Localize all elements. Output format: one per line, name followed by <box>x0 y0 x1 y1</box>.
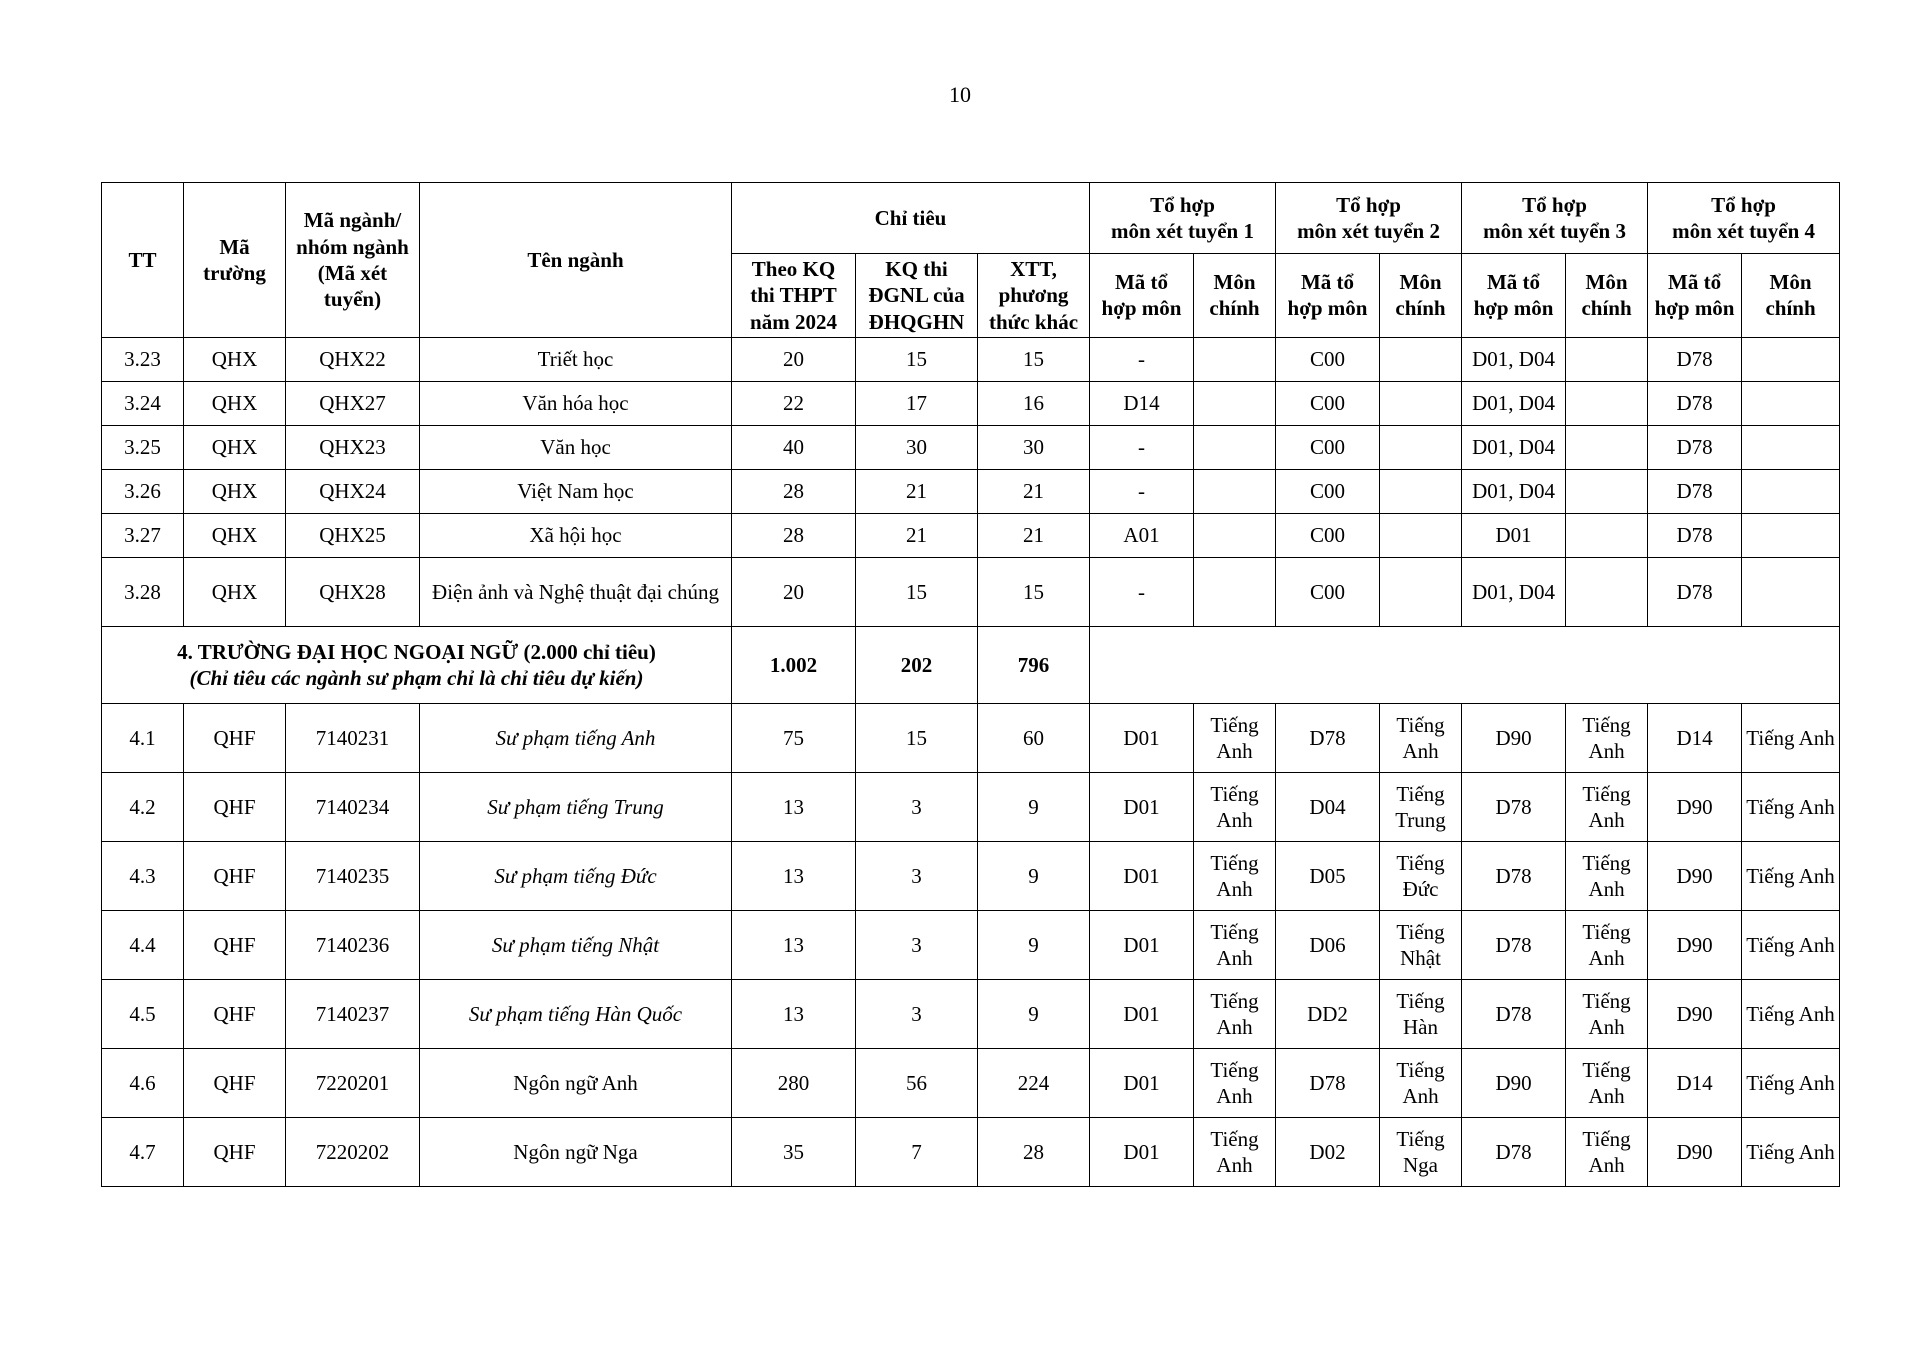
table-cell: Tiếng Anh <box>1566 1048 1648 1117</box>
table-cell: Tiếng Anh <box>1742 772 1840 841</box>
table-cell: 3 <box>856 910 978 979</box>
table-cell: 4.2 <box>102 772 184 841</box>
table-cell <box>1194 513 1276 557</box>
section-total-xtt: 796 <box>978 626 1090 703</box>
table-cell <box>1194 381 1276 425</box>
table-cell: D78 <box>1462 772 1566 841</box>
header-mon-chinh: Môn chính <box>1742 254 1840 338</box>
table-cell: 17 <box>856 381 978 425</box>
table-cell: Ngôn ngữ Nga <box>420 1117 732 1186</box>
table-cell: D01 <box>1462 513 1566 557</box>
table-cell: D78 <box>1648 381 1742 425</box>
table-cell: D78 <box>1276 1048 1380 1117</box>
table-cell: QHF <box>184 910 286 979</box>
table-cell <box>1566 425 1648 469</box>
table-cell: Sư phạm tiếng Đức <box>420 841 732 910</box>
table-cell: 3 <box>856 772 978 841</box>
table-row <box>102 425 1840 469</box>
table-cell: 30 <box>978 425 1090 469</box>
table-row <box>102 772 1840 841</box>
table-cell: 28 <box>732 469 856 513</box>
table-cell <box>1566 337 1648 381</box>
table-cell <box>1742 337 1840 381</box>
table-cell: 15 <box>856 703 978 772</box>
table-cell: D01, D04 <box>1462 337 1566 381</box>
header-mon-chinh: Môn chính <box>1566 254 1648 338</box>
table-cell: 9 <box>978 772 1090 841</box>
table-cell: D01 <box>1090 1048 1194 1117</box>
table-cell: 3 <box>856 979 978 1048</box>
table-cell: D90 <box>1648 841 1742 910</box>
table-cell: 3.25 <box>102 425 184 469</box>
table-cell: Tiếng Anh <box>1566 772 1648 841</box>
header-xtt: XTT, phương thức khác <box>978 254 1090 338</box>
header-mon-chinh: Môn chính <box>1380 254 1462 338</box>
header-ma-nganh: Mã ngành/ nhóm ngành (Mã xét tuyển) <box>286 183 420 338</box>
table-cell: D01 <box>1090 979 1194 1048</box>
table-cell: Văn học <box>420 425 732 469</box>
table-cell: Tiếng Anh <box>1194 841 1276 910</box>
table-cell: QHF <box>184 1048 286 1117</box>
table-cell: 22 <box>732 381 856 425</box>
table-cell: QHF <box>184 1117 286 1186</box>
table-cell: 15 <box>856 557 978 626</box>
table-cell: D14 <box>1648 1048 1742 1117</box>
header-row-1 <box>102 183 1840 254</box>
table-cell: Tiếng Anh <box>1194 979 1276 1048</box>
header-ma-truong: Mã trường <box>184 183 286 338</box>
table-cell: 3 <box>856 841 978 910</box>
table-cell: 13 <box>732 841 856 910</box>
table-cell: Xã hội học <box>420 513 732 557</box>
table-cell: Việt Nam học <box>420 469 732 513</box>
table-cell: - <box>1090 425 1194 469</box>
table-cell: QHX23 <box>286 425 420 469</box>
table-cell: QHX <box>184 469 286 513</box>
table-cell: 9 <box>978 841 1090 910</box>
table-cell: D01 <box>1090 772 1194 841</box>
table-cell: 9 <box>978 979 1090 1048</box>
table-cell: 4.1 <box>102 703 184 772</box>
table-cell: 75 <box>732 703 856 772</box>
table-cell: Tiếng Anh <box>1566 841 1648 910</box>
table-cell: Tiếng Anh <box>1566 1117 1648 1186</box>
table-cell: 35 <box>732 1117 856 1186</box>
table-cell: 3.26 <box>102 469 184 513</box>
table-cell <box>1742 425 1840 469</box>
table-cell: Tiếng Anh <box>1742 1048 1840 1117</box>
table-cell <box>1380 381 1462 425</box>
table-cell: 15 <box>978 557 1090 626</box>
table-cell: 13 <box>732 979 856 1048</box>
table-cell: 7140234 <box>286 772 420 841</box>
table-cell: QHX <box>184 381 286 425</box>
table-cell: Tiếng Anh <box>1194 1048 1276 1117</box>
table-cell: QHX25 <box>286 513 420 557</box>
table-cell: Tiếng Trung <box>1380 772 1462 841</box>
table-cell: D78 <box>1648 513 1742 557</box>
table-cell: 3.24 <box>102 381 184 425</box>
header-ma-to-hop: Mã tổ hợp môn <box>1090 254 1194 338</box>
page-number: 10 <box>949 82 971 107</box>
table-cell: Tiếng Anh <box>1194 703 1276 772</box>
table-cell: Tiếng Anh <box>1566 703 1648 772</box>
table-cell: D78 <box>1648 425 1742 469</box>
table-cell: Tiếng Đức <box>1380 841 1462 910</box>
table-cell <box>1742 381 1840 425</box>
table-cell: D78 <box>1276 703 1380 772</box>
table-cell: 15 <box>978 337 1090 381</box>
table-cell: 56 <box>856 1048 978 1117</box>
table-cell: C00 <box>1276 425 1380 469</box>
table-cell: DD2 <box>1276 979 1380 1048</box>
table-cell: Sư phạm tiếng Anh <box>420 703 732 772</box>
table-cell: QHX27 <box>286 381 420 425</box>
table-cell: 3.28 <box>102 557 184 626</box>
table-cell: D05 <box>1276 841 1380 910</box>
table-cell: Tiếng Anh <box>1742 1117 1840 1186</box>
table-cell: 40 <box>732 425 856 469</box>
table-cell: 28 <box>978 1117 1090 1186</box>
table-cell <box>1194 337 1276 381</box>
header-ma-to-hop: Mã tổ hợp môn <box>1648 254 1742 338</box>
table-cell: D01, D04 <box>1462 557 1566 626</box>
table-cell <box>1194 425 1276 469</box>
table-cell: 4.7 <box>102 1117 184 1186</box>
table-cell: 21 <box>856 513 978 557</box>
table-cell: Tiếng Hàn <box>1380 979 1462 1048</box>
table-cell: Sư phạm tiếng Hàn Quốc <box>420 979 732 1048</box>
table-cell: QHF <box>184 703 286 772</box>
table-cell: 21 <box>978 469 1090 513</box>
table-cell: D78 <box>1648 337 1742 381</box>
table-cell: QHF <box>184 772 286 841</box>
table-cell <box>1380 513 1462 557</box>
table-row <box>102 703 1840 772</box>
table-cell: Sư phạm tiếng Trung <box>420 772 732 841</box>
table-cell: A01 <box>1090 513 1194 557</box>
table-cell: Tiếng Nhật <box>1380 910 1462 979</box>
admissions-table <box>101 182 1840 1187</box>
table-cell: 3.23 <box>102 337 184 381</box>
table-cell: D90 <box>1648 910 1742 979</box>
table-cell: 7140237 <box>286 979 420 1048</box>
table-cell: 60 <box>978 703 1090 772</box>
table-cell: 20 <box>732 557 856 626</box>
table-cell: D90 <box>1648 979 1742 1048</box>
table-cell: Triết học <box>420 337 732 381</box>
table-cell: QHX24 <box>286 469 420 513</box>
table-cell: Tiếng Anh <box>1566 910 1648 979</box>
table-cell <box>1380 337 1462 381</box>
table-row <box>102 841 1840 910</box>
table-cell: C00 <box>1276 381 1380 425</box>
table-cell: D90 <box>1462 1048 1566 1117</box>
table-cell: 3.27 <box>102 513 184 557</box>
table-cell: Tiếng Anh <box>1194 1117 1276 1186</box>
table-cell: D01 <box>1090 1117 1194 1186</box>
table-cell: D06 <box>1276 910 1380 979</box>
table-cell: QHX <box>184 557 286 626</box>
table-cell: Tiếng Nga <box>1380 1117 1462 1186</box>
table-cell: D14 <box>1090 381 1194 425</box>
section-title <box>102 626 732 703</box>
table-cell: 21 <box>856 469 978 513</box>
table-cell: Tiếng Anh <box>1742 841 1840 910</box>
table-cell: C00 <box>1276 469 1380 513</box>
table-row <box>102 469 1840 513</box>
section-title-text: 4. TRƯỜNG ĐẠI HỌC NGOẠI NGỮ (2.000 chỉ tiêu) <box>177 639 656 664</box>
table-cell: Tiếng Anh <box>1194 910 1276 979</box>
table-cell: QHX <box>184 425 286 469</box>
table-cell: C00 <box>1276 337 1380 381</box>
table-cell: 4.6 <box>102 1048 184 1117</box>
table-cell <box>1742 557 1840 626</box>
header-ma-to-hop: Mã tổ hợp môn <box>1462 254 1566 338</box>
table-cell: QHX28 <box>286 557 420 626</box>
table-cell: 7220201 <box>286 1048 420 1117</box>
table-cell: 13 <box>732 772 856 841</box>
table-row <box>102 979 1840 1048</box>
table-cell: D78 <box>1462 979 1566 1048</box>
table-cell <box>1566 557 1648 626</box>
table-cell: 7140235 <box>286 841 420 910</box>
table-cell: D01 <box>1090 703 1194 772</box>
table-row <box>102 557 1840 626</box>
table-cell: 7220202 <box>286 1117 420 1186</box>
table-cell: D01, D04 <box>1462 425 1566 469</box>
table-cell <box>1380 469 1462 513</box>
table-cell: 7140231 <box>286 703 420 772</box>
table-cell: Tiếng Anh <box>1742 979 1840 1048</box>
table-cell: - <box>1090 557 1194 626</box>
header-mon-chinh: Môn chính <box>1194 254 1276 338</box>
header-tt: TT <box>102 183 184 338</box>
table-cell: D01 <box>1090 910 1194 979</box>
table-cell: D78 <box>1462 1117 1566 1186</box>
table-cell: 15 <box>856 337 978 381</box>
section-total-thpt: 1.002 <box>732 626 856 703</box>
table-row <box>102 1048 1840 1117</box>
table-cell: 7 <box>856 1117 978 1186</box>
table-cell <box>1566 381 1648 425</box>
header-to-hop-4: Tổ hợp môn xét tuyển 4 <box>1648 183 1840 254</box>
table-cell: 28 <box>732 513 856 557</box>
table-cell: - <box>1090 337 1194 381</box>
table-row <box>102 513 1840 557</box>
table-cell: D01 <box>1090 841 1194 910</box>
table-cell: Tiếng Anh <box>1380 1048 1462 1117</box>
header-ma-to-hop: Mã tổ hợp môn <box>1276 254 1380 338</box>
table-cell: 9 <box>978 910 1090 979</box>
table-cell: D90 <box>1648 1117 1742 1186</box>
table-cell: D90 <box>1648 772 1742 841</box>
table-cell: Tiếng Anh <box>1380 703 1462 772</box>
section-note: (Chỉ tiêu các ngành sư phạm chỉ là chỉ tiêu dự kiến) <box>189 665 644 690</box>
table-cell: QHX22 <box>286 337 420 381</box>
header-to-hop-3: Tổ hợp môn xét tuyển 3 <box>1462 183 1648 254</box>
table-cell: 16 <box>978 381 1090 425</box>
table-cell: Tiếng Anh <box>1194 772 1276 841</box>
table-cell: Ngôn ngữ Anh <box>420 1048 732 1117</box>
table-cell: D78 <box>1648 469 1742 513</box>
table-cell: D78 <box>1462 841 1566 910</box>
table-cell: 21 <box>978 513 1090 557</box>
table-cell: 4.5 <box>102 979 184 1048</box>
table-cell <box>1380 425 1462 469</box>
header-kq-dgnl: KQ thi ĐGNL của ĐHQGHN <box>856 254 978 338</box>
table-cell: QHX <box>184 337 286 381</box>
header-ten-nganh: Tên ngành <box>420 183 732 338</box>
table-cell: QHX <box>184 513 286 557</box>
table-cell <box>1742 513 1840 557</box>
table-cell: - <box>1090 469 1194 513</box>
table-cell: D78 <box>1462 910 1566 979</box>
table-cell: C00 <box>1276 557 1380 626</box>
table-cell: Điện ảnh và Nghệ thuật đại chúng <box>420 557 732 626</box>
table-cell: 13 <box>732 910 856 979</box>
table-cell <box>1194 557 1276 626</box>
table-cell: Tiếng Anh <box>1742 910 1840 979</box>
table-cell: 7140236 <box>286 910 420 979</box>
table-cell: D01, D04 <box>1462 469 1566 513</box>
table-cell: 20 <box>732 337 856 381</box>
table-row <box>102 1117 1840 1186</box>
section-empty <box>1090 626 1840 703</box>
section-header-row <box>102 626 1840 703</box>
table-cell: D90 <box>1462 703 1566 772</box>
table-row <box>102 910 1840 979</box>
table-cell: Tiếng Anh <box>1742 703 1840 772</box>
table-cell: D02 <box>1276 1117 1380 1186</box>
header-to-hop-1: Tổ hợp môn xét tuyển 1 <box>1090 183 1276 254</box>
table-cell: Văn hóa học <box>420 381 732 425</box>
table-cell: D04 <box>1276 772 1380 841</box>
table-cell <box>1380 557 1462 626</box>
header-theo-kq-thpt: Theo KQ thi THPT năm 2024 <box>732 254 856 338</box>
section-total-dgnl: 202 <box>856 626 978 703</box>
table-cell <box>1566 469 1648 513</box>
table-cell: 224 <box>978 1048 1090 1117</box>
header-chi-tieu: Chỉ tiêu <box>732 183 1090 254</box>
table-cell: Tiếng Anh <box>1566 979 1648 1048</box>
table-cell: C00 <box>1276 513 1380 557</box>
table-cell: QHF <box>184 979 286 1048</box>
table-cell: QHF <box>184 841 286 910</box>
table-cell: D01, D04 <box>1462 381 1566 425</box>
table-cell: D14 <box>1648 703 1742 772</box>
table-cell <box>1194 469 1276 513</box>
table-cell: 30 <box>856 425 978 469</box>
table-row <box>102 381 1840 425</box>
table-cell: 280 <box>732 1048 856 1117</box>
table-cell: D78 <box>1648 557 1742 626</box>
table-cell: Sư phạm tiếng Nhật <box>420 910 732 979</box>
table-row <box>102 337 1840 381</box>
table-cell: 4.4 <box>102 910 184 979</box>
table-cell <box>1742 469 1840 513</box>
header-to-hop-2: Tổ hợp môn xét tuyển 2 <box>1276 183 1462 254</box>
table-cell <box>1566 513 1648 557</box>
table-cell: 4.3 <box>102 841 184 910</box>
